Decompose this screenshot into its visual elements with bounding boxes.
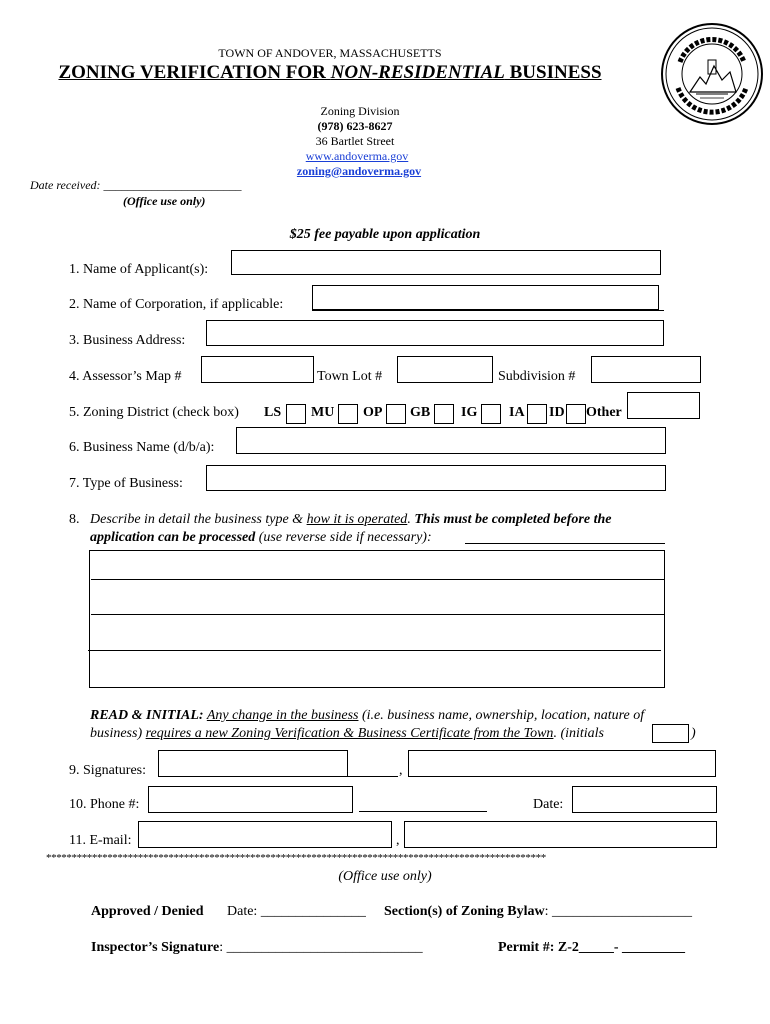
page-title: ZONING VERIFICATION FOR NON-RESIDENTIAL BUSINESS: [58, 62, 602, 83]
signature-1-underline: [158, 776, 398, 777]
district-op-label: OP: [363, 405, 383, 420]
town-lot-input[interactable]: [397, 356, 493, 383]
district-other-input[interactable]: [627, 392, 700, 419]
description-rule-2: [91, 614, 664, 615]
district-gb-label: GB: [410, 405, 431, 420]
division-street: 36 Bartlet Street: [315, 134, 395, 148]
assessors-map-input[interactable]: [201, 356, 314, 383]
business-address-input[interactable]: [206, 320, 664, 346]
initials-close-paren: ): [691, 726, 696, 741]
signature-1-input[interactable]: [158, 750, 348, 777]
district-ls-checkbox[interactable]: [286, 404, 306, 424]
office-use-heading: (Office use only): [338, 869, 432, 884]
business-type-label: 7. Type of Business:: [69, 476, 183, 491]
permit-number-label: Permit #: Z-2_____- _________: [498, 940, 686, 955]
phone-label: 10. Phone #:: [69, 797, 140, 812]
district-gb-checkbox[interactable]: [434, 404, 454, 424]
describe-instruction-line1: Describe in detail the business type & how it is operated. This must be completed before the: [90, 512, 612, 527]
assessors-map-label: 4. Assessor’s Map #: [69, 369, 182, 384]
applicant-label: 1. Name of Applicant(s):: [69, 262, 209, 277]
description-rule-1: [91, 579, 664, 580]
email-input-1[interactable]: [138, 821, 392, 848]
description-rule-3: [88, 650, 661, 651]
town-seal-icon: [660, 22, 764, 126]
business-name-label: 6. Business Name (d/b/a):: [69, 440, 215, 455]
district-ig-checkbox[interactable]: [481, 404, 501, 424]
email-label: 11. E-mail:: [69, 833, 132, 848]
inspector-signature-label: Inspector’s Signature: ____________________________: [91, 940, 423, 955]
phone-underline: [359, 811, 487, 812]
corporation-label: 2. Name of Corporation, if applicable:: [69, 297, 284, 312]
phone-date-input[interactable]: [572, 786, 717, 813]
signatures-label: 9. Signatures:: [69, 763, 146, 778]
division-phone: (978) 623-8627: [317, 119, 393, 133]
town-lot-label: Town Lot #: [317, 369, 383, 384]
district-id-checkbox[interactable]: [566, 404, 586, 424]
district-ig-label: IG: [461, 405, 478, 420]
town-name: TOWN OF ANDOVER, MASSACHUSETTS: [218, 46, 442, 60]
district-ls-label: LS: [264, 405, 282, 420]
subdivision-input[interactable]: [591, 356, 701, 383]
business-address-label: 3. Business Address:: [69, 333, 186, 348]
describe-instruction-line2: application can be processed (use reverse side if necessary):: [90, 530, 432, 545]
district-mu-label: MU: [311, 405, 335, 420]
district-ia-checkbox[interactable]: [527, 404, 547, 424]
corporation-input[interactable]: [312, 285, 659, 310]
signature-2-input[interactable]: [408, 750, 716, 777]
applicant-input[interactable]: [231, 250, 661, 275]
office-date-label: Date: _______________: [227, 904, 366, 919]
bylaw-sections-label: Section(s) of Zoning Bylaw: ____________________: [384, 904, 693, 919]
initial-notice-line2: business) requires a new Zoning Verification & Business Certificate from the Town. (initials: [90, 726, 604, 741]
signatures-comma: ,: [399, 763, 403, 778]
initial-notice-line1: READ & INITIAL: Any change in the business (i.e. business name, ownership, location, nature of: [90, 708, 645, 723]
district-other-label: Other: [586, 405, 622, 420]
fee-note: $25 fee payable upon application: [289, 227, 481, 242]
email-comma: ,: [396, 833, 400, 848]
initials-input[interactable]: [652, 724, 689, 743]
zoning-district-label: 5. Zoning District (check box): [69, 405, 239, 420]
website-link[interactable]: www.andoverma.gov: [305, 149, 409, 163]
business-type-input[interactable]: [206, 465, 666, 491]
district-mu-checkbox[interactable]: [338, 404, 358, 424]
phone-date-label: Date:: [533, 797, 564, 812]
approved-denied-label: Approved / Denied: [91, 904, 204, 919]
describe-number: 8.: [69, 512, 80, 527]
separator-stars: **************************************************************************************************: [46, 852, 546, 864]
description-textarea[interactable]: [89, 550, 665, 688]
date-received-label: Date received: _______________________: [30, 178, 242, 192]
business-name-input[interactable]: [236, 427, 666, 454]
describe-underline: [465, 543, 665, 544]
division-name: Zoning Division: [320, 104, 400, 118]
corporation-underline: [312, 310, 664, 311]
subdivision-label: Subdivision #: [498, 369, 576, 384]
email-link[interactable]: zoning@andoverma.gov: [296, 164, 422, 178]
email-input-2[interactable]: [404, 821, 717, 848]
office-use-note: (Office use only): [123, 194, 206, 208]
phone-input[interactable]: [148, 786, 353, 813]
district-id-label: ID: [549, 405, 565, 420]
district-ia-label: IA: [509, 405, 525, 420]
district-op-checkbox[interactable]: [386, 404, 406, 424]
